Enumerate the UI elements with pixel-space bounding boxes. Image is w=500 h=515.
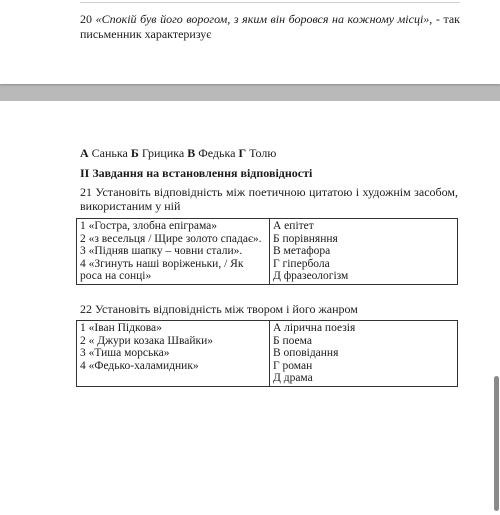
question-21-table [76,218,458,285]
list-item: Д фразеологізм [273,270,349,283]
list-item: 4 «Згинуть наші воріженьки, / Як роса на сонці» [80,257,244,283]
list-item: Б поема [273,334,312,347]
option-g-letter: Г [238,146,247,160]
list-item: А епітет [273,220,314,232]
option-v-letter: В [187,146,196,160]
question-21-text: 21 Установіть відповідність між поетичною цитатою і художнім засобом, використаним у ній [80,185,458,213]
question-22-table [76,320,458,387]
answer-options-line [80,146,276,160]
question-20-rest: , - так письменник характеризує [80,12,460,41]
list-item: 4 «Федько-халамидник» [80,359,199,372]
question-22-text: 22 Установіть відповідність між твором і його жанром [80,302,358,316]
list-item: В метафора [273,245,331,258]
question-22-works-cell [77,321,270,387]
list-item: А лірична поезія [273,322,356,334]
question-20-number: 20 [80,12,92,26]
question-20-quote: «Спокій був його ворогом, з яким він боровся на кожному місці» [95,12,430,26]
question-21-devices-cell [270,219,458,285]
list-item: 1 «Іван Підкова» [80,322,162,334]
option-v-text: Федька [195,146,239,160]
question-22-genres-cell [270,321,458,387]
list-item: 3 «Тиша морська» [80,347,170,360]
question-21-quotes-cell [77,219,270,285]
list-item: Г роман [273,359,313,372]
scrollbar-thumb[interactable] [494,376,499,511]
option-b-letter: Б [130,146,139,160]
list-item: 2 «з весельця / Щире золото спадає». [80,232,262,245]
question-20 [80,12,460,42]
option-g-text: Толю [246,146,277,160]
list-item: 2 « Джури козака Швайки» [80,334,213,347]
list-item: Г гіпербола [273,257,330,270]
list-item: Б порівняння [273,232,338,245]
section-title: ІІ Завдання на встановлення відповідності [80,166,313,180]
cut-text-line [80,0,460,5]
list-item: 3 «Підняв шапку – човни стали». [80,245,243,258]
option-b-text: Грицика [138,146,188,160]
list-item: В оповідання [273,347,339,360]
option-a-letter: А [80,146,89,160]
list-item: 1 «Гостра, злобна епіграма» [80,220,218,232]
list-item: Д драма [273,372,313,385]
option-a-text: Санька [88,146,131,160]
document-page-top [0,0,500,84]
